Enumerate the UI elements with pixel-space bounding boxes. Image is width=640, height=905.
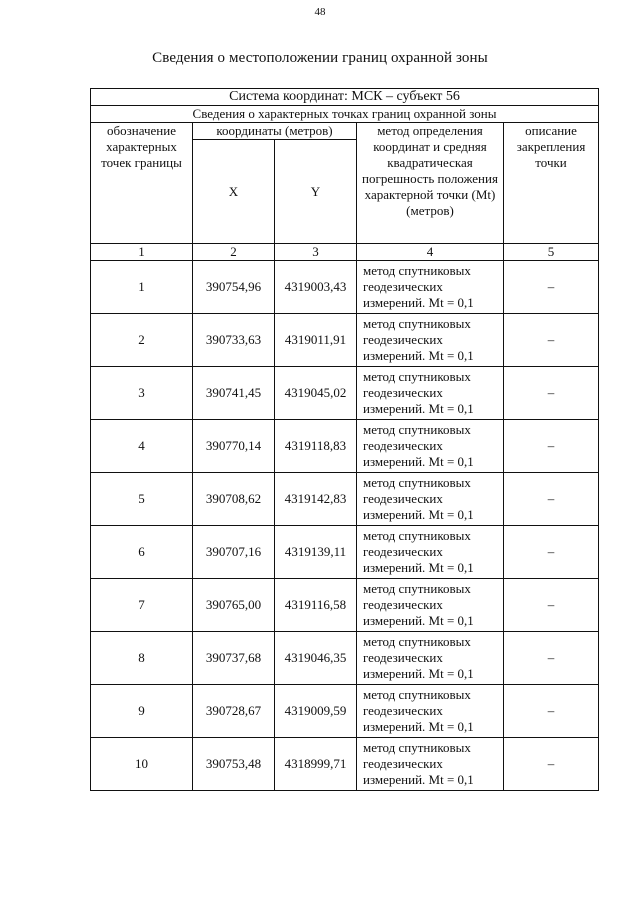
description-cell: –	[504, 420, 599, 473]
table-subtitle-row	[91, 106, 599, 123]
table-row	[91, 579, 599, 632]
point-cell: 1	[91, 261, 193, 314]
description-cell: –	[504, 367, 599, 420]
table-row	[91, 632, 599, 685]
method-cell: метод спутниковых геодезических измерений. Mt = 0,1	[357, 420, 504, 473]
method-cell: метод спутниковых геодезических измерений. Mt = 0,1	[357, 314, 504, 367]
method-cell: метод спутниковых геодезических измерений. Mt = 0,1	[357, 261, 504, 314]
description-cell: –	[504, 685, 599, 738]
header-method: метод определения координат и средняя квадратическая погрешность положения характерной точки (Mt) (метров)	[357, 123, 504, 244]
method-cell: метод спутниковых геодезических измерений. Mt = 0,1	[357, 526, 504, 579]
y-cell: 4319046,35	[275, 632, 357, 685]
header-x: X	[193, 140, 275, 244]
x-cell: 390707,16	[193, 526, 275, 579]
y-cell: 4318999,71	[275, 738, 357, 791]
point-cell: 9	[91, 685, 193, 738]
y-cell: 4319139,11	[275, 526, 357, 579]
point-cell: 8	[91, 632, 193, 685]
description-cell: –	[504, 526, 599, 579]
table-row	[91, 367, 599, 420]
table-subtitle: Сведения о характерных точках границ охранной зоны	[91, 106, 599, 123]
table-row	[91, 420, 599, 473]
point-cell: 4	[91, 420, 193, 473]
column-number: 2	[193, 244, 275, 261]
description-cell: –	[504, 738, 599, 791]
header-y: Y	[275, 140, 357, 244]
table-row	[91, 738, 599, 791]
point-cell: 2	[91, 314, 193, 367]
x-cell: 390741,45	[193, 367, 275, 420]
coordinates-table	[90, 88, 599, 791]
table-row	[91, 473, 599, 526]
method-cell: метод спутниковых геодезических измерений. Mt = 0,1	[357, 367, 504, 420]
table-row	[91, 685, 599, 738]
method-cell: метод спутниковых геодезических измерений. Mt = 0,1	[357, 738, 504, 791]
column-number-row	[91, 244, 599, 261]
column-number: 3	[275, 244, 357, 261]
header-designation: обозначение характерных точек границы	[91, 123, 193, 244]
column-number: 4	[357, 244, 504, 261]
x-cell: 390728,67	[193, 685, 275, 738]
header-description: описание закрепления точки	[504, 123, 599, 244]
x-cell: 390753,48	[193, 738, 275, 791]
point-cell: 3	[91, 367, 193, 420]
description-cell: –	[504, 261, 599, 314]
x-cell: 390770,14	[193, 420, 275, 473]
header-coordinates: координаты (метров)	[193, 123, 357, 140]
point-cell: 6	[91, 526, 193, 579]
y-cell: 4319142,83	[275, 473, 357, 526]
point-cell: 10	[91, 738, 193, 791]
header-row-top	[91, 123, 599, 140]
method-cell: метод спутниковых геодезических измерений. Mt = 0,1	[357, 579, 504, 632]
point-cell: 5	[91, 473, 193, 526]
y-cell: 4319116,58	[275, 579, 357, 632]
y-cell: 4319045,02	[275, 367, 357, 420]
y-cell: 4319003,43	[275, 261, 357, 314]
column-number: 1	[91, 244, 193, 261]
description-cell: –	[504, 632, 599, 685]
coordinate-system-row	[91, 89, 599, 106]
x-cell: 390708,62	[193, 473, 275, 526]
description-cell: –	[504, 314, 599, 367]
method-cell: метод спутниковых геодезических измерений. Mt = 0,1	[357, 473, 504, 526]
y-cell: 4319011,91	[275, 314, 357, 367]
description-cell: –	[504, 473, 599, 526]
table-row	[91, 261, 599, 314]
x-cell: 390733,63	[193, 314, 275, 367]
column-number: 5	[504, 244, 599, 261]
document-title: Сведения о местоположении границ охранной зоны	[152, 50, 488, 66]
coordinate-system-label: Система координат: МСК – субъект 56	[91, 89, 599, 106]
y-cell: 4319009,59	[275, 685, 357, 738]
description-cell: –	[504, 579, 599, 632]
method-cell: метод спутниковых геодезических измерений. Mt = 0,1	[357, 632, 504, 685]
y-cell: 4319118,83	[275, 420, 357, 473]
x-cell: 390754,96	[193, 261, 275, 314]
method-cell: метод спутниковых геодезических измерений. Mt = 0,1	[357, 685, 504, 738]
page-number: 48	[314, 6, 326, 18]
table-row	[91, 526, 599, 579]
table-row	[91, 314, 599, 367]
x-cell: 390765,00	[193, 579, 275, 632]
point-cell: 7	[91, 579, 193, 632]
x-cell: 390737,68	[193, 632, 275, 685]
